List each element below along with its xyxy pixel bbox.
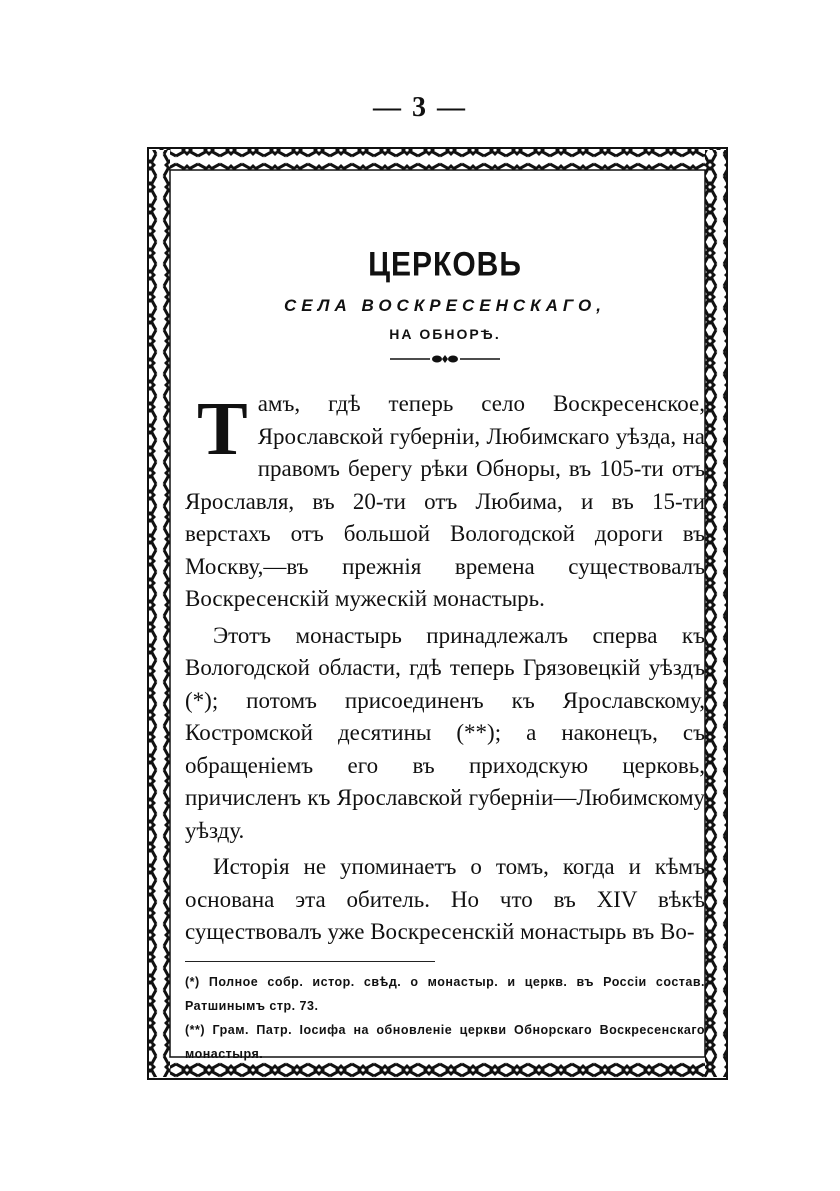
chapter-title: ЦЕРКОВЬ xyxy=(368,245,522,284)
paragraph-1-text: амъ, гдѣ теперь село Воскресенское, Ярославской губерніи, Любимскаго уѣзда, на правомъ берегу рѣки Обноры, въ 105-ти отъ Ярославля, въ 20-ти отъ Любима, и въ 15-ти верстахъ отъ большой Вологодской дороги въ Москву,—въ прежнія времена существовалъ Воскресенскій мужескій монастырь. xyxy=(185,391,705,611)
page-content xyxy=(185,240,705,1066)
body-text xyxy=(185,388,705,949)
paragraph-2: Этотъ монастырь принадлежалъ сперва къ Вологодской области, гдѣ теперь Грязовецкій уѣздъ (*); потомъ присоединенъ къ Ярославскому, Костромской десятины (**); а наконецъ, съ обращеніемъ его въ приходскую церковь, причисленъ къ Ярославской губерніи—Любимскому уѣзду. xyxy=(185,622,705,843)
border-top xyxy=(150,148,725,170)
page-number: — 3 — xyxy=(373,92,467,123)
footnote-2: (**) Грам. Патр. Іосифа на обновленіе церкви Обнорскаго Воскресенскаго монастыря. xyxy=(185,1022,705,1061)
border-right xyxy=(705,150,727,1077)
chapter-subtitle: СЕЛА ВОСКРЕСЕНСКАГО, xyxy=(283,296,607,315)
footnote-separator xyxy=(185,961,435,962)
drop-cap: Т xyxy=(197,387,248,471)
chapter-subtitle-location: НА ОБНОРѢ. xyxy=(389,326,501,342)
border-left xyxy=(148,150,170,1077)
footnotes xyxy=(185,970,705,1066)
ornamental-divider-icon xyxy=(390,352,500,366)
paragraph-3: Исторія не упоминаетъ о томъ, когда и кѣмъ основана эта обитель. Но что въ XIV вѣкѣ существовалъ уже Воскресенскій монастырь въ Во- xyxy=(185,854,705,944)
footnote-1: (*) Полное собр. истор. свѣд. о монастыр. и церкв. въ Россіи состав. Ратшинымъ стр. 73. xyxy=(185,974,705,1013)
paragraph-1 xyxy=(185,388,705,616)
